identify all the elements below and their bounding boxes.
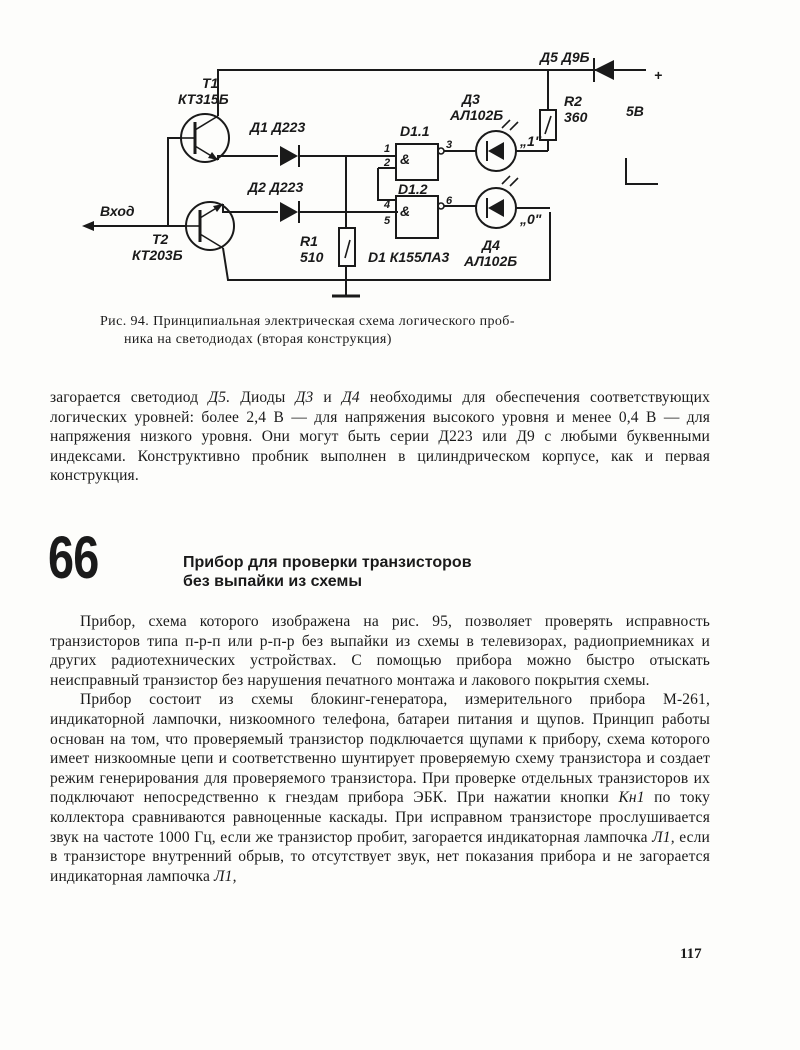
- t2-type: КТ203Б: [132, 247, 183, 263]
- r1-name: R1: [300, 233, 318, 249]
- diode-d5: [594, 58, 646, 82]
- d1-label: Д1 Д223: [250, 119, 306, 135]
- d3-type: АЛ102Б: [450, 107, 504, 123]
- body-p2-part-c: если в транзисторе внутренний обрыв, то отсутствует звук, нет показания прибора и не загорается индикаторная лампочка: [50, 828, 710, 885]
- gate1-and: &: [400, 151, 411, 167]
- d4-type: АЛ102Б: [464, 253, 518, 269]
- t2-name: T2: [152, 231, 169, 247]
- resistor-r2: [540, 70, 556, 151]
- body-text: [50, 612, 710, 886]
- ref-l1-first: Л1,: [652, 828, 675, 846]
- input-arrow: [82, 221, 94, 231]
- chip-label: D1 К155ЛА3: [368, 249, 450, 265]
- top-text-1: загорается светодиод: [50, 389, 209, 406]
- pin2: 2: [384, 157, 391, 169]
- top-text-2: Диоды: [230, 389, 296, 406]
- pin5: 5: [384, 215, 391, 227]
- pin6: 6: [446, 195, 453, 207]
- body-paragraph-2: [50, 690, 710, 886]
- resistor-r1: [332, 228, 360, 296]
- plus-label: +: [654, 67, 663, 83]
- caption-line-2: ника на светодиодах (вторая конструкция): [124, 332, 392, 347]
- d2-label: Д2 Д223: [248, 179, 304, 195]
- body-p2-part-a: Прибор состоит из схемы блокинг-генератора, измерительного прибора М-261, индикаторной лампочки, низкоомного телефона, батареи питания и щупов. Принцип работы основан на том, что проверяемый транзистор подключается щупами к прибору, схема которого имеет низкоомные цепи и соответственно шунтирует проверяемую схему транзистора и создает режим генерирования для проверяемого транзистора. При проверке отдельных транзисторов их подключают непосредственно к гнездам прибора ЭБК. При нажатии кнопки: [50, 691, 710, 807]
- gate1-label: D1.1: [400, 123, 430, 139]
- led0-state: „0": [520, 211, 542, 227]
- diode-d1: [280, 145, 346, 167]
- section-number: 66: [48, 524, 99, 591]
- r1-value: 510: [300, 249, 324, 265]
- pin3: 3: [446, 139, 453, 151]
- pin4: 4: [384, 199, 391, 211]
- section-title-line-1: Прибор для проверки транзисторов: [183, 554, 472, 571]
- t1-type: КТ315Б: [178, 91, 229, 107]
- ref-d4: Д4: [341, 389, 360, 406]
- top-paragraph: [50, 388, 710, 486]
- r2-name: R2: [564, 93, 582, 109]
- led1-state: „1": [520, 133, 542, 149]
- d4-name: Д4: [482, 237, 500, 253]
- section-title-line-2: без выпайки из схемы: [183, 573, 362, 590]
- input-label: Вход: [100, 203, 135, 219]
- section-title: [183, 553, 603, 591]
- d3-name: Д3: [462, 91, 480, 107]
- caption-line-1: Рис. 94. Принципиальная электрическая схема логического проб-: [100, 314, 515, 329]
- top-text-4: необходимы для обеспечения соответствующих логических уровней: более 2,4 В — для напряжения высокого уровня и менее 0,4 В — для напряжения низкого уровня. Они могут быть серии Д223 или Д9 с любыми буквенными индексами. Конструктивно пробник выполнен в цилиндрическом корпусе, как и первая конструкция.: [50, 389, 710, 485]
- r2-value: 360: [564, 109, 588, 125]
- gate2-label: D1.2: [398, 181, 428, 197]
- ref-d5: Д5.: [208, 389, 231, 406]
- ref-d3: Д3: [295, 389, 314, 406]
- body-paragraph-1: Прибор, схема которого изображена на рис. 95, позволяет проверять исправность транзисторов типа п-р-п или р-п-р без выпайки из схемы в телевизорах, радиоприемниках и других радиотехнических устройствах. С помощью прибора можно быстро отыскать неисправный транзистор без нарушения печатного монтажа и лакового покрытия схемы.: [50, 613, 710, 689]
- figure-caption: [100, 313, 660, 349]
- logic-probe-schematic: [78, 48, 718, 310]
- ground-terminal: [626, 158, 658, 184]
- page-number: 117: [680, 946, 702, 962]
- gate2-and: &: [400, 203, 411, 219]
- body-p2-part-b: по току коллектора сравниваются равноценные каскады. При исправном транзисторе прослушивается звук на частоте 1000 Гц, если же транзистор пробит, загорается индикаторная лампочка: [50, 789, 710, 846]
- pin1: 1: [384, 143, 391, 155]
- voltage-label: 5В: [626, 103, 644, 119]
- ref-l1-second: Л1,: [214, 867, 237, 885]
- d5-label: Д5 Д9Б: [540, 49, 590, 65]
- ref-kn1: Кн1: [618, 789, 645, 807]
- t1-name: T1: [202, 75, 219, 91]
- transistor-t1: [181, 114, 229, 162]
- top-text-3: и: [313, 389, 342, 406]
